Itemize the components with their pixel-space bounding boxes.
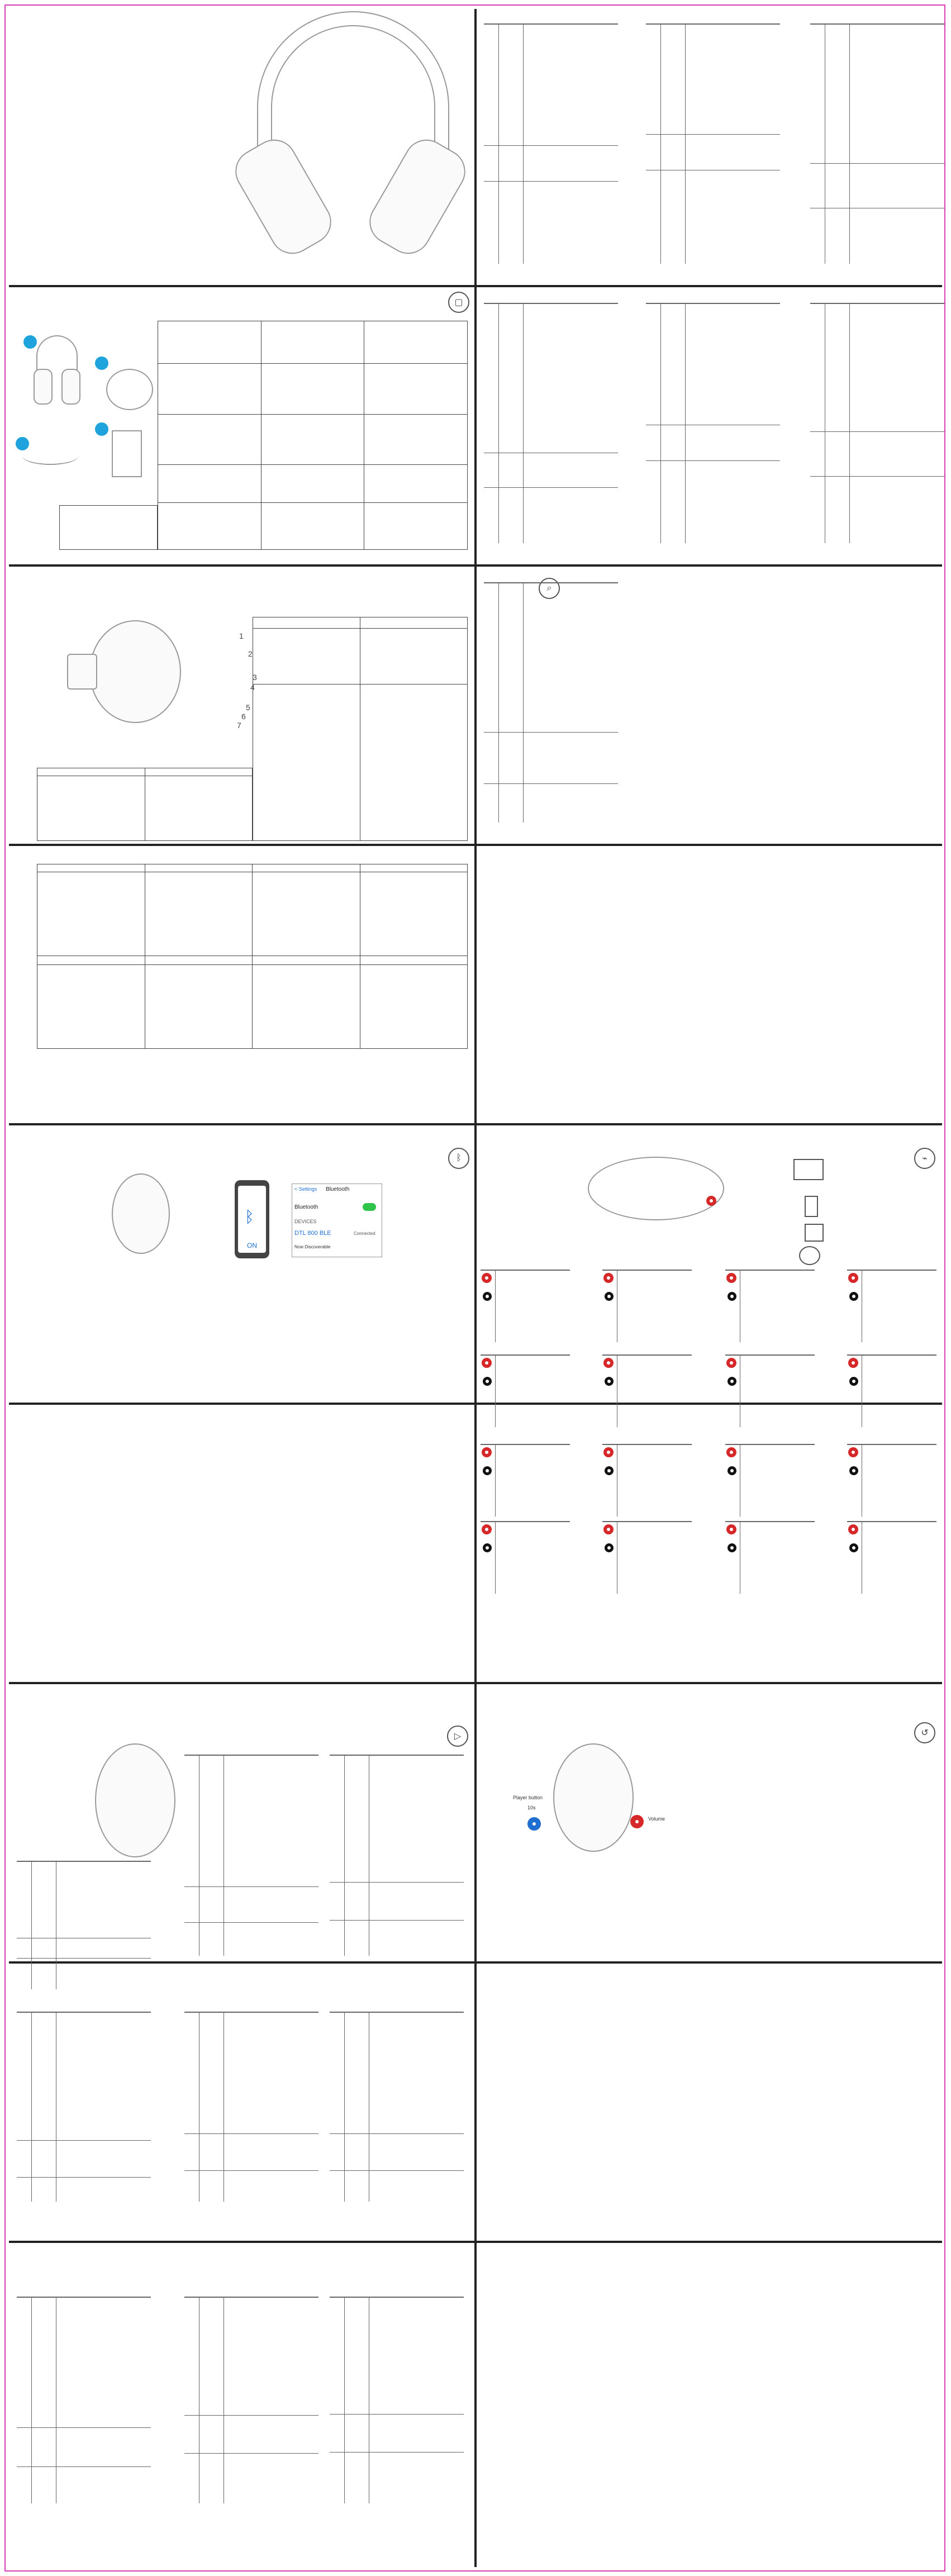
black-led-icon [849,1466,858,1475]
led-status-diagram [810,303,944,543]
center-divider [474,9,477,2567]
red-led-icon [726,1447,736,1457]
play-icon: ▷ [447,1726,468,1747]
black-led-icon [727,1466,736,1475]
black-led-icon [605,1543,614,1552]
adapter-icon [805,1196,818,1217]
red-led-icon [482,1358,492,1368]
player-button-marker [527,1817,541,1831]
phone-illustration [235,1180,269,1258]
led-status-diagram [484,582,618,823]
led-indicator [706,1196,716,1206]
red-led-icon [603,1524,614,1534]
bluetooth-icon: ᛒ [245,1208,254,1225]
red-led-icon [482,1524,492,1534]
red-led-icon [603,1273,614,1283]
player-button-label: Player button [513,1795,543,1800]
earcup-controls [84,1743,173,1855]
search-icon: ⌕ [539,578,560,599]
bluetooth-icon: ᛒ [448,1148,469,1169]
black-led-icon [727,1292,736,1301]
volume-button-marker [630,1815,644,1828]
black-led-icon [605,1292,614,1301]
bluetooth-settings-screen [292,1184,382,1257]
red-led-icon [482,1447,492,1457]
led-status-diagram [330,2297,464,2503]
led-status-diagram [330,1755,464,1956]
settings-back-link[interactable]: < Settings [294,1186,317,1192]
discoverable-note: Now Discoverable [294,1244,331,1249]
black-led-icon [483,1292,492,1301]
item-dot [95,357,108,370]
red-led-icon [848,1447,858,1457]
package-icon: ▢ [448,292,469,313]
item-dot [16,437,29,450]
button-table [253,617,468,841]
black-led-icon [727,1377,736,1386]
reset-icon: ↺ [914,1722,935,1743]
earcup-pairing [112,1173,173,1257]
red-led-icon [848,1273,858,1283]
phone-status: ON [247,1242,257,1249]
red-led-icon [482,1273,492,1283]
volume-label: Volume [648,1816,665,1822]
callout-number: 6 [241,712,246,721]
led-status-diagram [17,2297,151,2503]
cover-headset-illustration [246,11,458,268]
earcup-reset [553,1743,637,1855]
manual-thumbnail [112,430,142,477]
laptop-icon [793,1159,824,1180]
black-led-icon [483,1377,492,1386]
led-status-diagram [17,1861,151,1989]
red-led-icon [603,1358,614,1368]
callout-number: 7 [237,721,241,730]
earcup-side-view [67,609,168,732]
charger-icon [805,1224,824,1242]
device-status: Connected [354,1231,375,1236]
black-led-icon [605,1466,614,1475]
red-led-icon [726,1358,736,1368]
black-led-icon [483,1466,492,1475]
usb-cable-icon: ⌁ [914,1148,935,1169]
usb-cable-thumbnail [22,447,78,465]
bluetooth-toggle-label: Bluetooth [294,1204,318,1210]
led-status-diagram [17,2012,151,2202]
red-led-icon [603,1447,614,1457]
red-led-icon [848,1524,858,1534]
black-led-icon [605,1377,614,1386]
led-status-diagram [184,2297,318,2503]
bluetooth-toggle[interactable] [363,1203,376,1211]
device-name[interactable]: DTL 800 BLE [294,1230,331,1237]
callout-number: 4 [250,683,255,692]
led-status-diagram [646,23,780,264]
callout-number: 5 [246,703,250,712]
spec-table-label [59,505,158,550]
devices-header: DEVICES [294,1219,317,1224]
red-led-icon [726,1524,736,1534]
spec-table [158,321,468,550]
led-status-diagram [184,2012,318,2202]
item-dot [95,422,108,436]
led-status-diagram [184,1755,318,1956]
black-led-icon [483,1543,492,1552]
screen-title: Bluetooth [326,1186,350,1192]
black-led-icon [849,1543,858,1552]
black-led-icon [849,1292,858,1301]
red-led-icon [726,1273,736,1283]
power-icon [799,1246,820,1265]
led-status-diagram [646,303,780,543]
led-status-diagram [810,23,944,264]
earcup-top-view [588,1157,724,1220]
callout-number: 1 [239,631,244,640]
feature-table [37,864,468,1049]
hold-duration-label: 10s [527,1805,536,1810]
black-led-icon [727,1543,736,1552]
led-status-diagram [484,303,618,543]
cable-thumbnail [106,369,153,410]
black-led-icon [849,1377,858,1386]
led-status-diagram [330,2012,464,2202]
red-led-icon [848,1358,858,1368]
headset-thumbnail [34,335,78,425]
led-status-diagram [484,23,618,264]
callout-number: 2 [248,649,253,658]
callout-number: 3 [253,673,257,682]
button-table-left [37,768,253,841]
